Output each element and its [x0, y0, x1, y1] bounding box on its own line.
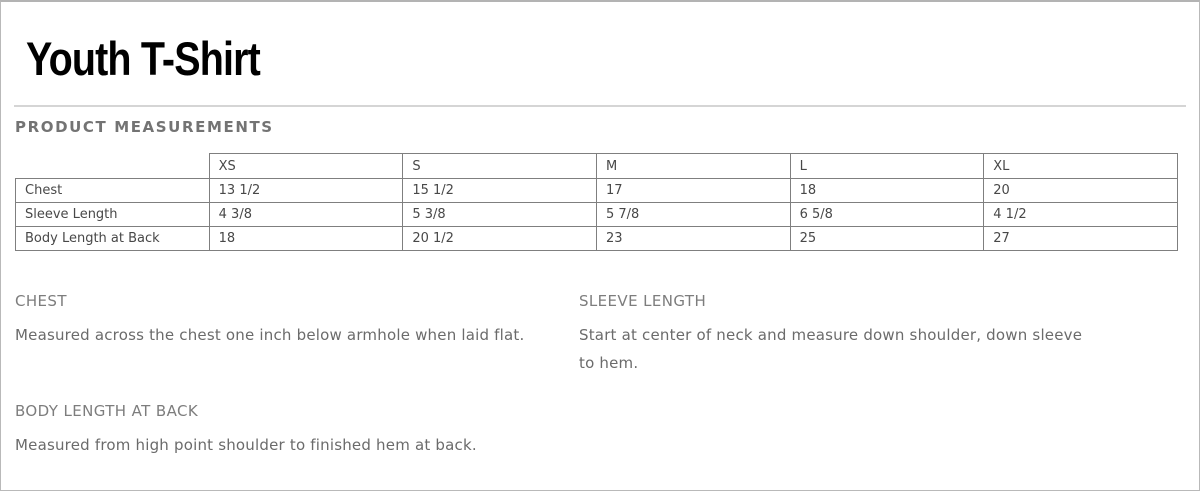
row-label: Chest — [16, 179, 210, 203]
definition-text: Measured from high point shoulder to finished hem at back. — [15, 436, 477, 454]
table-row-sleeve-length — [16, 203, 1178, 227]
column-header-m: M — [596, 154, 790, 179]
cell-value: 5 7/8 — [596, 203, 790, 227]
definition-text: Measured across the chest one inch below armhole when laid flat. — [15, 326, 525, 344]
table-corner-cell — [16, 154, 210, 179]
measurements-table — [15, 153, 1178, 251]
definition-body-length — [15, 402, 575, 459]
cell-value: 4 1/2 — [984, 203, 1178, 227]
definition-heading: BODY LENGTH AT BACK — [15, 402, 199, 420]
cell-value: 25 — [790, 227, 984, 251]
cell-value: 20 — [984, 179, 1178, 203]
row-label: Sleeve Length — [16, 203, 210, 227]
column-header-s: S — [403, 154, 597, 179]
definition-sleeve-length — [579, 292, 1101, 377]
cell-value: 17 — [596, 179, 790, 203]
cell-value: 27 — [984, 227, 1178, 251]
title-divider — [14, 105, 1186, 107]
table-row-chest — [16, 179, 1178, 203]
cell-value: 5 3/8 — [403, 203, 597, 227]
cell-value: 6 5/8 — [790, 203, 984, 227]
definition-text: Start at center of neck and measure down shoulder, down sleeve to hem. — [579, 326, 1083, 372]
section-heading: PRODUCT MEASUREMENTS — [15, 118, 274, 136]
page-title: Youth T-Shirt — [26, 32, 260, 85]
column-header-xs: XS — [209, 154, 403, 179]
column-header-xl: XL — [984, 154, 1178, 179]
definition-heading: SLEEVE LENGTH — [579, 292, 707, 310]
row-label: Body Length at Back — [16, 227, 210, 251]
cell-value: 18 — [209, 227, 403, 251]
column-header-l: L — [790, 154, 984, 179]
definition-heading: CHEST — [15, 292, 67, 310]
table-row-body-length — [16, 227, 1178, 251]
definition-chest — [15, 292, 560, 349]
cell-value: 18 — [790, 179, 984, 203]
cell-value: 4 3/8 — [209, 203, 403, 227]
table-header-row — [16, 154, 1178, 179]
cell-value: 20 1/2 — [403, 227, 597, 251]
cell-value: 13 1/2 — [209, 179, 403, 203]
cell-value: 15 1/2 — [403, 179, 597, 203]
cell-value: 23 — [596, 227, 790, 251]
